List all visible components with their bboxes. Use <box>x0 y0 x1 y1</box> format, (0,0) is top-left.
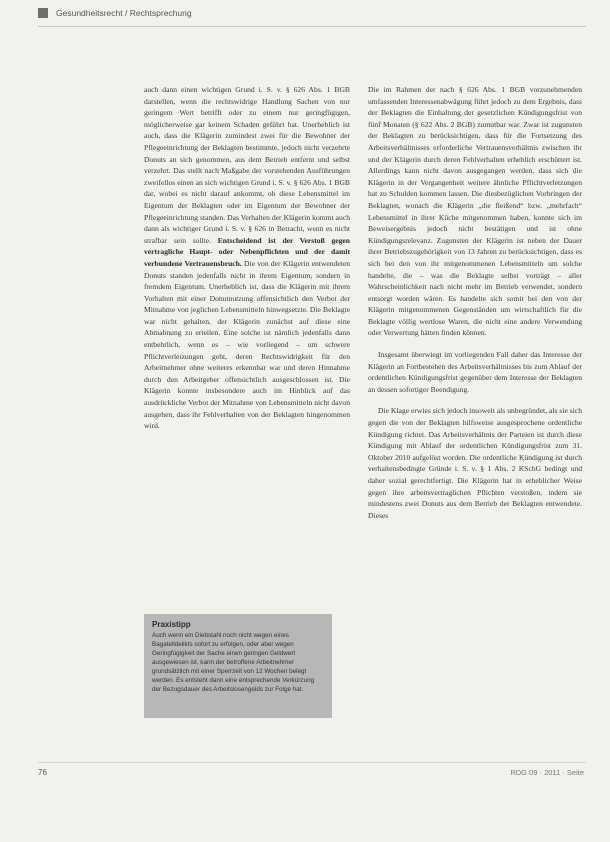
left-text-end: Die von der Klägerin entwendeten Donuts standen jedenfalls nicht in ihrem Eigentum, sondern in fremdem Eigentum. Unerheblich ist, dass die Klägerin mit ihrem Vorhalten mit einer Donutnutzung offensichtlich den Verbot der Mitnahme von jeglichen Lebensmitteln hinwegsetzte. Die Beklagte war nicht gehalten, der Klägerin zunächst auf diese eine Abmahnung zu erteilen. Eine solche ist nämlich jedenfalls dann entbehrlich, wenn es – wie vorliegend – um schwere Pflichtverletzungen geht, deren Rechtswidrigkeit für den Arbeitnehmer ohne weiteres erkennbar war und deren Hinnahme durch den Arbeitgeber offensichtlich ausgeschlossen ist. Die Klägerin konnte insbesondere auch im Hinblick auf das ausdrückliche Verbot der Mitnahme von Lebensmitteln nicht davon ausgehen, dass ihr Fehlverhalten von der Beklagten hingenommen wird. <box>144 258 351 431</box>
left-bold-text: Entscheidend ist der Verstoß gegen vertragliche Haupt- oder Nebenpflichten und der damit verbundene Vertrauensbruch. <box>144 235 350 268</box>
page-number: 76 <box>38 768 47 777</box>
header-divider <box>38 26 586 27</box>
praxistipp-text: Auch wenn ein Diebstahl noch nicht wegen eines Bagatelldelikts sofort zu erfolgen, oder aber wegen Geringfügigkeit der Sache einen geringen Geldwert ausgewiesen ist, kann der betroffene Arbeitnehmer grundsätzlich mit einer Sperrzeit von 12 Wochen belegt werden. Es entsteht dann eine entsprechende Verkürzung der Bezugsdauer des Arbeitslosengelds zur Folge hat. <box>152 632 315 693</box>
right-column <box>368 84 582 531</box>
footer-divider <box>38 762 586 763</box>
right-paragraph-3: Die Klage erwies sich jedoch insoweit als unbegründet, als sie sich gegen die von der Beklagten hilfsweise ausgesprochene ordentliche Kündigung richtet. Das Arbeitsverhältnis der Parteien ist durch diese Kündigung mit Ablauf der ordentlichen Kündigungsfrist zum 31. Oktober 2010 aufgelöst worden. Die ordentliche Kündigung ist durch verhaltensbedingte Gründe i. S. v. § 1 Abs. 2 KSchG bedingt und daher sozial gerechtfertigt. Die Klägerin hat in erheblicher Weise gegen ihre arbeitsvertraglichen Pflichten verstoßen, indem sie mindestens zwei Donuts aus dem Betrieb der Beklagten entwendete. Dieses <box>368 406 582 520</box>
right-paragraph-1: Die im Rahmen der nach § 626 Abs. 1 BGB vorzunehmenden umfassenden Interessenabwägung führt jedoch zu dem Ergebnis, dass der Beklagten die Einhaltung der gesetzlichen Kündigungsfrist von fünf Monaten (§ 622 Abs. 2 BGB) zumutbar war. Zwar ist zugunsten der Beklagten zu berücksichtigen, dass für die Fortsetzung des Arbeitsverhältnisses erforderliche Vertrauensverhältnis zwischen ihr und der Klägerin durch deren Fehlverhalten erheblich erschüttert ist. Allerdings kann nicht davon ausgegangen werden, dass sich die Klägerin in der Vergangenheit weitere ähnliche Pflichtverletzungen hat zu Schulden kommen lassen. Die diesbezüglichen Vorbringen der Beklagten, wonach die Klägerin „die fleißend“ bzw. „mehrfach“ Lebensmittel in ihrer Küche mitgenommen haben, konnte sich im Beweisergebnis jedoch nicht bestätigen und ist ohne Kündigungsrelevanz. Zugunsten der Klägerin ist neben der Dauer ihrer Betriebszugehörigkeit von 13 Jahren zu berücksichtigen, dass es sich bei den von ihr mitgenommenen Lebensmitteln um solche handelte, die – was die Beklagte selbst vorträgt – aller Wahrscheinlichkeit nach nicht mehr im Betrieb verwendet, sondern entsorgt worden wären. Es handelte sich somit bei den von der Klägerin mitgenommenen Gegenständen um wirtschaftlich für die Beklagte völlig wertlose Waren, die nicht eine andere Verwendung oder Verwertung hätten finden können. <box>368 85 582 338</box>
header-marker-icon <box>38 8 48 18</box>
left-paragraph <box>144 84 350 432</box>
praxistipp-box <box>144 614 332 718</box>
right-paragraph-2: Insgesamt überwiegt im vorliegenden Fall daher das Interesse der Klägerin an Fortbestehen des Arbeitsverhältnisses bis zum Ablauf der ordentlichen Kündigungsfrist gegenüber dem Interesse der Beklagten an dessen sofortiger Beendigung. <box>368 350 582 394</box>
footer-publication: RDG 09 · 2011 · Seite <box>510 768 584 777</box>
left-text-start: auch dann einen wichtigen Grund i. S. v. § 626 Abs. 1 BGB darstellen, wenn die rechtswidrige Handlung Sachen von nur geringem Wert betrifft oder zu einem nur geringfügigen, möglicherweise gar keinem Schaden geführt hat. Unerheblich ist auch, dass die Klägerin zumindest zwei für die Bewohner der Pflegeeinrichtung der Beklagten bestimmte, jedoch nicht verzehrte Donuts an sich genommen, aus dem Betrieb entfernt und selbst verzehrt. Das stellt nach Maßgabe der vorstehenden Ausführungen zweifellos einen an sich wichtigen Grund i. S. v. § 626 Abs. 1 BGB dar, wobei es nicht darauf ankommt, ob diese Lebensmittel im Eigentum der Beklagten oder im Eigentum der Bewohner der Pflegeeinrichtung standen. Das Verhalten der Klägerin kommt auch dann als wichtiger Grund i. S. v. § 626 in Betracht, wenn es nicht strafbar sein sollte. <box>144 85 350 245</box>
header-title: Gesundheitsrecht / Rechtsprechung <box>56 8 192 18</box>
left-column <box>144 84 350 442</box>
praxistipp-title: Praxistipp <box>152 620 191 629</box>
page-header <box>38 8 192 18</box>
